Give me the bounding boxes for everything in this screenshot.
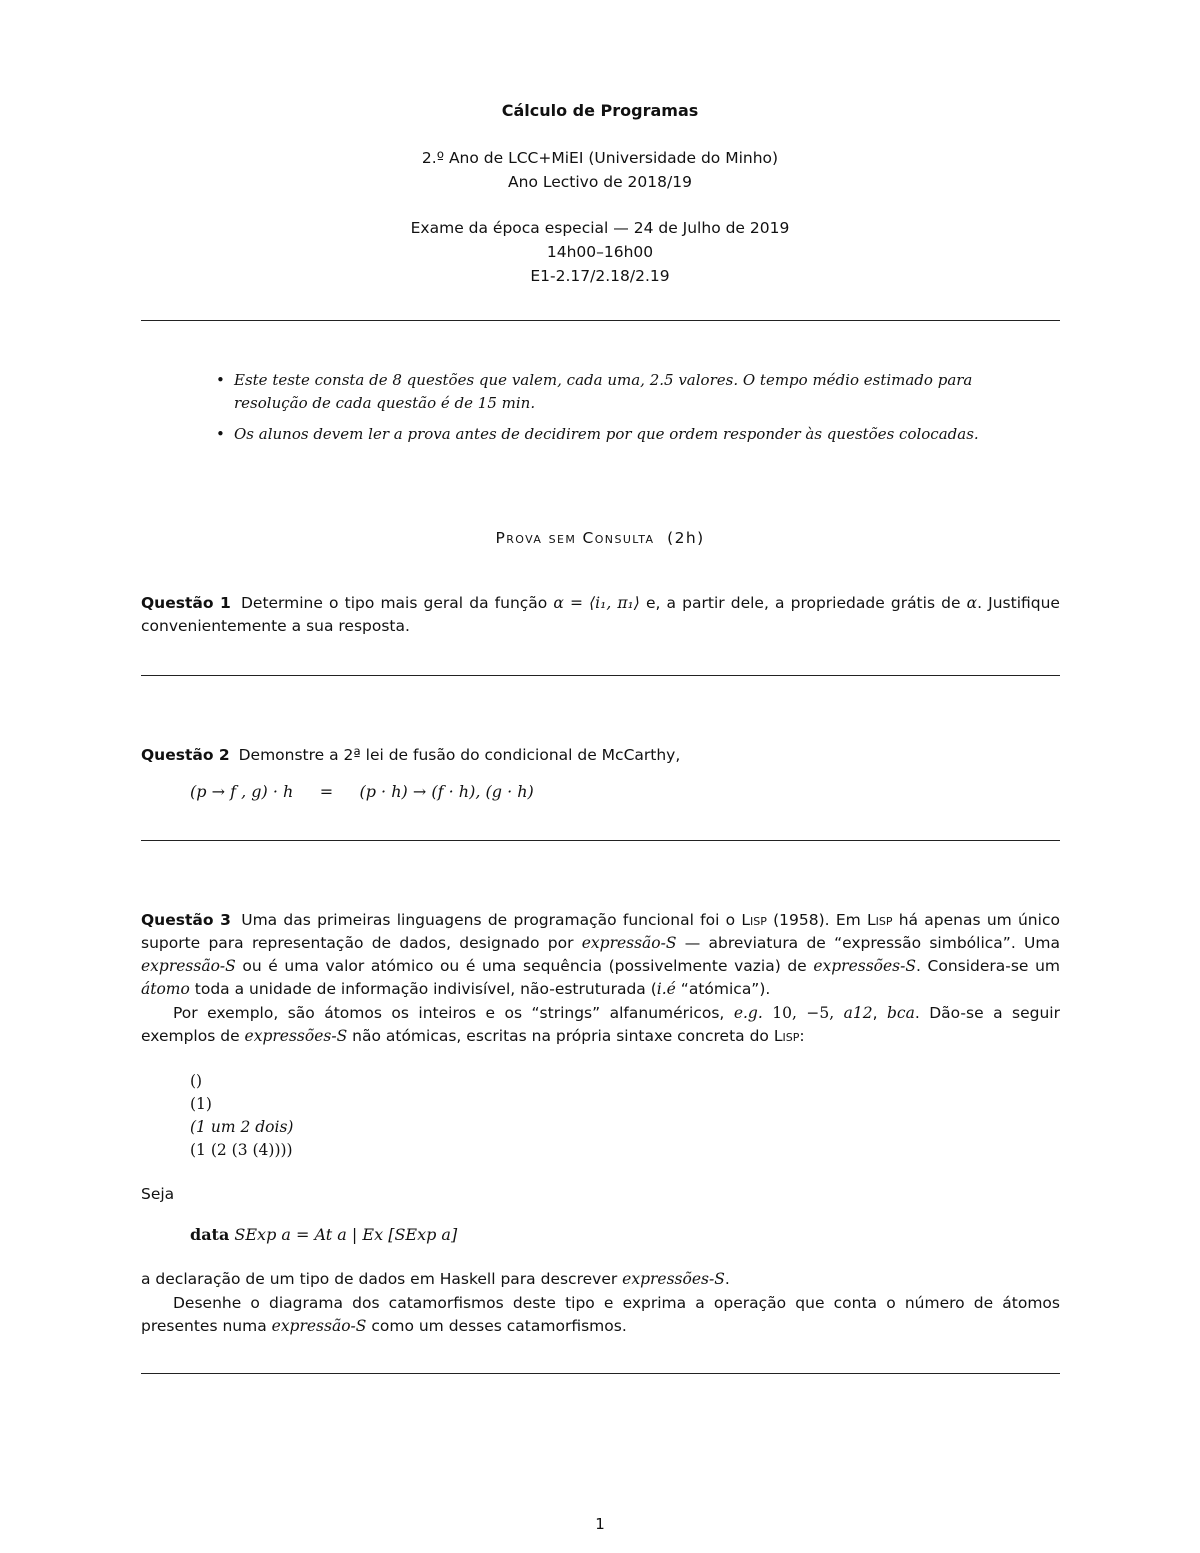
page-number: 1 <box>595 1515 605 1533</box>
question-3-haskell: a declaração de um tipo de dados em Haskell para descrever expressões-S. <box>141 1270 730 1288</box>
instruction-item: • Este teste consta de 8 questões que valem, cada uma, 2.5 valores. O tempo médio estimado para resolução de cada questão é de 15 min. <box>216 371 973 412</box>
divider <box>141 675 1060 676</box>
question-2: Questão 2 Demonstre a 2ª lei de fusão do condicional de McCarthy, <box>141 746 681 764</box>
question-1: Questão 1 Determine o tipo mais geral da função α = ⟨i₁, π₁⟩ e, a partir dele, a propriedade grátis de α. Justifique convenientemente a sua resposta. <box>141 594 1060 635</box>
bullet-icon: • <box>216 371 225 389</box>
mccarthy-equation: (p → f , g) · h = (p · h) → (f · h), (g · h) <box>190 782 534 801</box>
sexpr-example: (1 (2 (3 (4)))) <box>190 1141 293 1159</box>
formula: α = ⟨i₁, π₁⟩ <box>553 594 640 612</box>
exam-time: 14h00–16h00 <box>546 243 654 261</box>
divider <box>141 840 1060 841</box>
sexpr-examples <box>190 1070 293 1162</box>
instruction-item: • Os alunos devem ler a prova antes de decidirem por que ordem responder às questões colocadas. <box>216 423 1016 446</box>
sexpr-example: (1 um 2 dois) <box>190 1118 294 1136</box>
exam-rooms: E1-2.17/2.18/2.19 <box>530 267 670 285</box>
seja-label: Seja <box>141 1185 175 1203</box>
question-label: Questão 1 <box>141 594 231 612</box>
sexpr-example: (1) <box>190 1095 212 1113</box>
question-label: Questão 3 <box>141 911 231 929</box>
question-3-task: Desenhe o diagrama dos catamorfismos deste tipo e exprima a operação que conta o número de átomos presentes numa expressão-S como um desses catamorfismos. <box>141 1294 1060 1335</box>
instructions-list <box>216 369 1016 454</box>
sexpr-example: () <box>190 1072 203 1090</box>
divider <box>141 320 1060 321</box>
doc-title: Cálculo de Programas <box>501 101 699 120</box>
section-heading: Prova sem Consulta (2h) <box>495 529 705 547</box>
bullet-icon: • <box>216 425 225 443</box>
divider <box>141 1373 1060 1374</box>
course-line: 2.º Ano de LCC+MiEI (Universidade do Minho) <box>421 149 779 167</box>
data-declaration: data SExp a = At a | Ex [SExp a] <box>190 1225 458 1244</box>
question-label: Questão 2 <box>141 746 230 764</box>
academic-year: Ano Lectivo de 2018/19 <box>508 173 692 191</box>
question-3: Questão 3 Uma das primeiras linguagens de programação funcional foi o Lisp (1958). Em Lisp há apenas um único suporte para representação de dados, designado por expressão-S — abreviatura de “expressão simbólica”. Uma expressão-S ou é uma valor atómico ou é uma sequência (possivelmente vazia) de expressões-S. Considera-se um átomo toda a unidade de informação indivisível, não-estruturada (i.é “atómica”). <box>141 911 1060 998</box>
question-3-examples-intro: Por exemplo, são átomos os inteiros e os “strings” alfanuméricos, e.g. 10, −5, a12, bca. Dão-se a seguir exemplos de expressões-S não atómicas, escritas na própria sintaxe concreta do Lisp: <box>141 1004 1060 1045</box>
exam-date: Exame da época especial — 24 de Julho de 2019 <box>410 219 790 237</box>
